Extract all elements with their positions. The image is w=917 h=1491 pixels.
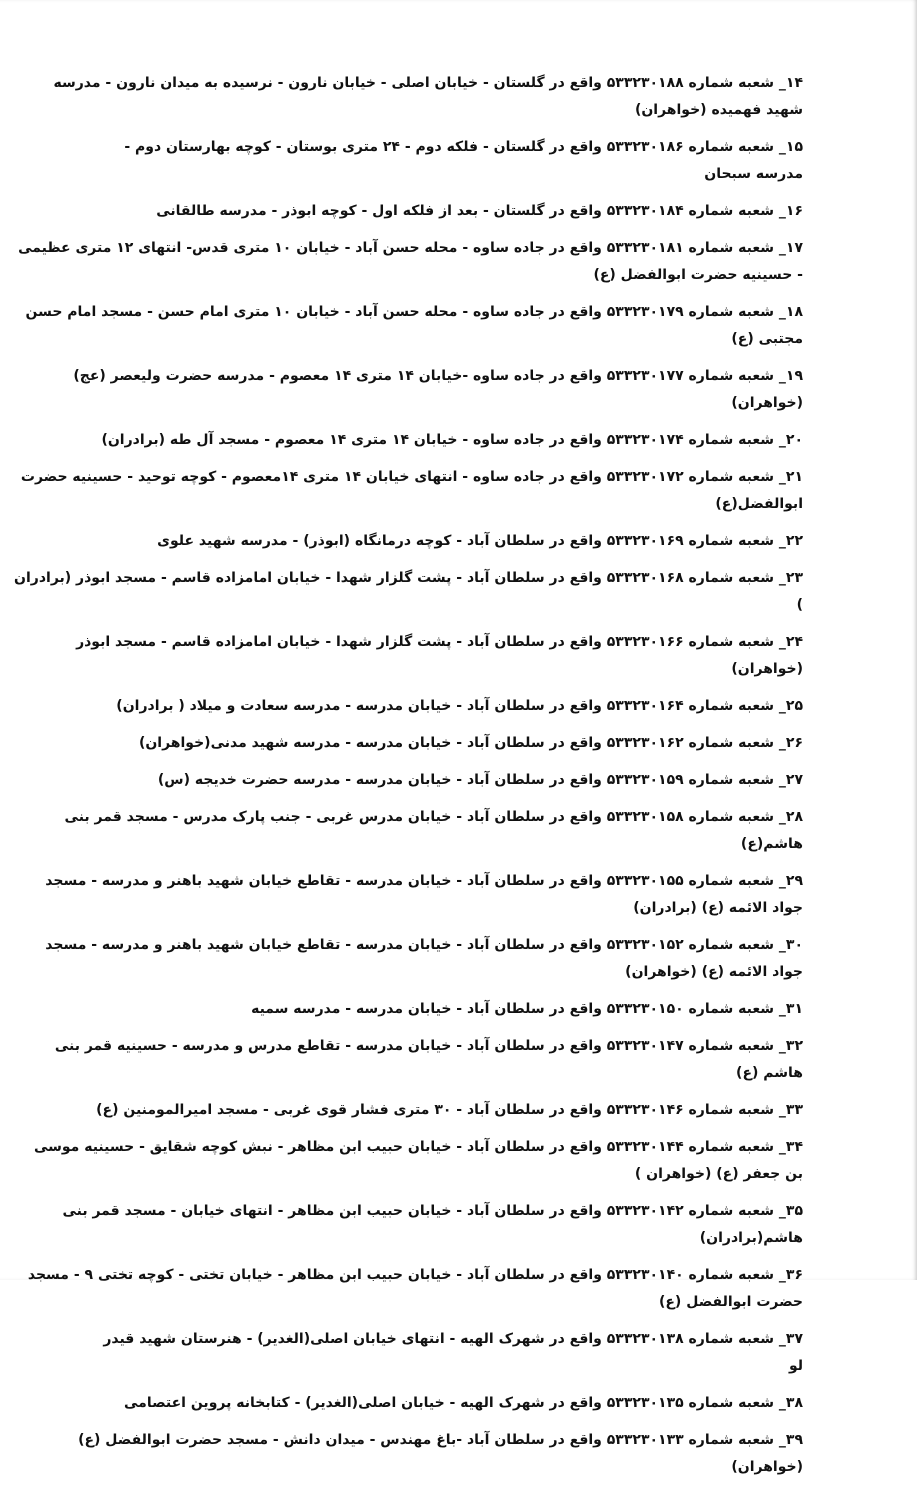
list-item: ۳۸_ شعبه شماره ۵۳۳۲۳۰۱۳۵ واقع در شهرک الهیه - خیابان اصلی(الغدیر) - کتابخانه پروین اعتصامی: [124, 1395, 803, 1411]
list-item: ۲۴_ شعبه شماره ۵۳۳۲۳۰۱۶۶ واقع در سلطان آباد - پشت گلزار شهدا - خیابان امامزاده قاسم - مسجد ابوذر (خواهران): [76, 634, 803, 677]
list-item: ۲۳_ شعبه شماره ۵۳۳۲۳۰۱۶۸ واقع در سلطان آباد - پشت گلزار شهدا - خیابان امامزاده قاسم - مسجد ابوذر (برادران ): [14, 570, 803, 613]
list-item: ۲۰_ شعبه شماره ۵۳۳۲۳۰۱۷۴ واقع در جاده ساوه - خیابان ۱۴ متری ۱۴ معصوم - مسجد آل طه (برادران): [101, 432, 803, 448]
list-item: ۲۷_ شعبه شماره ۵۳۳۲۳۰۱۵۹ واقع در سلطان آباد - خیابان مدرسه - مدرسه حضرت خدیجه (س): [157, 772, 803, 788]
list-item: ۲۱_ شعبه شماره ۵۳۳۲۳۰۱۷۲ واقع در جاده ساوه - انتهای خیابان ۱۴ متری ۱۴معصوم - کوچه توحید - حسینیه حضرت ابوالفضل(ع): [20, 469, 803, 512]
list-item: ۲۶_ شعبه شماره ۵۳۳۲۳۰۱۶۲ واقع در سلطان آباد - خیابان مدرسه - مدرسه شهید مدنی(خواهران): [138, 735, 803, 751]
list-item: ۱۷_ شعبه شماره ۵۳۳۲۳۰۱۸۱ واقع در جاده ساوه - محله حسن آباد - خیابان ۱۰ متری قدس- انتهای ۱۲ متری عظیمی - حسینیه حضرت ابوالفضل (ع): [18, 240, 803, 283]
list-item: ۳۰_ شعبه شماره ۵۳۳۲۳۰۱۵۲ واقع در سلطان آباد - خیابان مدرسه - تقاطع خیابان شهید باهنر و مدرسه - مسجد جواد الائمه (ع) (خواهران): [45, 937, 803, 980]
list-item: ۲۹_ شعبه شماره ۵۳۳۲۳۰۱۵۵ واقع در سلطان آباد - خیابان مدرسه - تقاطع خیابان شهید باهنر و مدرسه - مسجد جواد الائمه (ع) (برادران): [45, 873, 803, 916]
list-item: ۲۲_ شعبه شماره ۵۳۳۲۳۰۱۶۹ واقع در سلطان آباد - کوچه درمانگاه (ابوذر) - مدرسه شهید علوی: [157, 533, 803, 549]
list-item: ۳۲_ شعبه شماره ۵۳۳۲۳۰۱۴۷ واقع در سلطان آباد - خیابان مدرسه - تقاطع مدرس و مدرسه - حسینیه قمر بنی هاشم (ع): [54, 1038, 803, 1081]
list-item: ۳۴_ شعبه شماره ۵۳۳۲۳۰۱۴۴ واقع در سلطان آباد - خیابان حبیب ابن مظاهر - نبش کوچه شقایق - حسینیه موسی بن جعفر (ع) (خواهران ): [33, 1139, 803, 1182]
list-item: ۲۵_ شعبه شماره ۵۳۳۲۳۰۱۶۴ واقع در سلطان آباد - خیابان مدرسه - مدرسه سعادت و میلاد ( برادران): [116, 698, 803, 714]
list-item: ۱۵_ شعبه شماره ۵۳۳۲۳۰۱۸۶ واقع در گلستان - فلکه دوم - ۲۴ متری بوستان - کوچه بهارستان دوم - مدرسه سبحان: [124, 139, 803, 182]
list-item: ۱۹_ شعبه شماره ۵۳۳۲۳۰۱۷۷ واقع در جاده ساوه -خیابان ۱۴ متری ۱۴ معصوم - مدرسه حضرت ولیعصر (عج)(خواهران): [73, 368, 803, 411]
list-item: ۱۸_ شعبه شماره ۵۳۳۲۳۰۱۷۹ واقع در جاده ساوه - محله حسن آباد - خیابان ۱۰ متری امام حسن - مسجد امام حسن مجتبی (ع): [25, 304, 803, 347]
list-item: ۱۶_ شعبه شماره ۵۳۳۲۳۰۱۸۴ واقع در گلستان - بعد از فلکه اول - کوچه ابوذر - مدرسه طالقانی: [156, 203, 803, 219]
list-item: ۱۴_ شعبه شماره ۵۳۳۲۳۰۱۸۸ واقع در گلستان - خیابان اصلی - خیابان نارون - نرسیده به میدان نارون - مدرسه شهید فهمیده (خواهران): [53, 75, 803, 118]
list-item: ۳۹_ شعبه شماره ۵۳۳۲۳۰۱۳۳ واقع در سلطان آباد -باغ مهندس - میدان دانش - مسجد حضرت ابوالفضل (ع) (خواهران): [78, 1432, 803, 1475]
list-item: ۳۶_ شعبه شماره ۵۳۳۲۳۰۱۴۰ واقع در سلطان آباد - خیابان حبیب ابن مظاهر - خیابان تختی - کوچه تختی ۹ - مسجد حضرت ابوالفضل (ع): [27, 1267, 803, 1310]
list-item: ۲۸_ شعبه شماره ۵۳۳۲۳۰۱۵۸ واقع در سلطان آباد - خیابان مدرس غربی - جنب پارک مدرس - مسجد قمر بنی هاشم(ع): [64, 809, 803, 852]
list-item: ۳۵_ شعبه شماره ۵۳۳۲۳۰۱۴۲ واقع در سلطان آباد - خیابان حبیب ابن مظاهر - انتهای خیابان - مسجد قمر بنی هاشم(برادران): [62, 1203, 803, 1246]
list-item: ۳۱_ شعبه شماره ۵۳۳۲۳۰۱۵۰ واقع در سلطان آباد - خیابان مدرسه - مدرسه سمیه: [251, 1001, 803, 1017]
list-item: ۳۳_ شعبه شماره ۵۳۳۲۳۰۱۴۶ واقع در سلطان آباد - ۳۰ متری فشار قوی غربی - مسجد امیرالمومنین (ع): [96, 1102, 803, 1118]
list-item: ۳۷_ شعبه شماره ۵۳۳۲۳۰۱۳۸ واقع در شهرک الهیه - انتهای خیابان اصلی(الغدیر) - هنرستان شهید قیدر لو: [103, 1331, 803, 1374]
branch-list: [0, 70, 803, 1491]
